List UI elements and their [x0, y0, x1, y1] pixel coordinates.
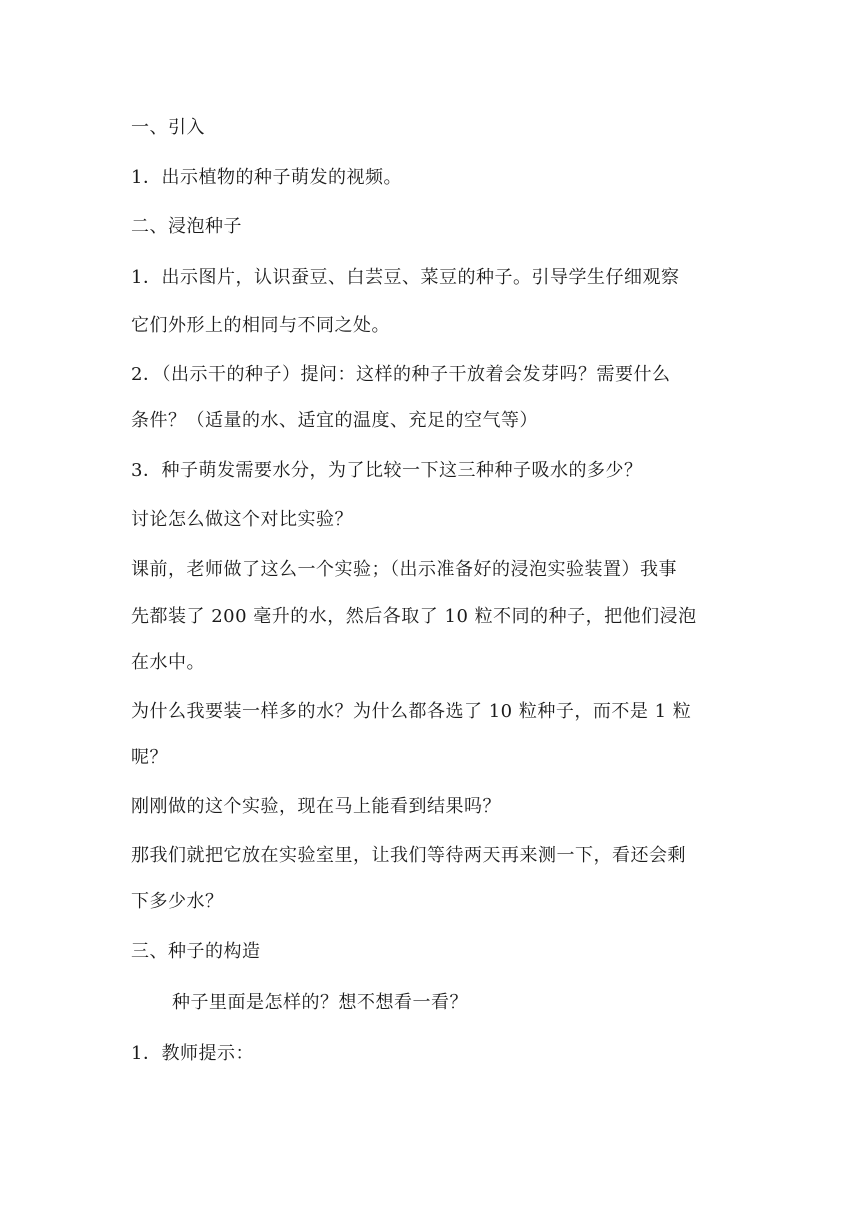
section-heading-intro: 一、引入: [131, 117, 205, 138]
section-heading-seed-structure: 三、种子的构造: [131, 941, 261, 962]
paragraph-line: 讨论怎么做这个对比实验？: [131, 509, 353, 530]
section-heading-soak-seeds: 二、浸泡种子: [131, 216, 242, 237]
paragraph-line: 1．出示图片，认识蚕豆、白芸豆、菜豆的种子。引导学生仔细观察: [131, 267, 680, 288]
paragraph-line: 课前，老师做了这么一个实验；（出示准备好的浸泡实验装置）我事: [131, 559, 677, 580]
paragraph-line: 呢？: [131, 747, 168, 768]
paragraph-line: 下多少水？: [131, 891, 224, 912]
paragraph-line: 1．教师提示：: [131, 1043, 254, 1064]
paragraph-line: 在水中。: [131, 652, 205, 673]
paragraph-line: 那我们就把它放在实验室里，让我们等待两天再来测一下，看还会剩: [131, 845, 686, 866]
paragraph-line: 先都装了 200 毫升的水，然后各取了 10 粒不同的种子，把他们浸泡: [131, 606, 697, 627]
paragraph-line: 条件？（适量的水、适宜的温度、充足的空气等）: [131, 410, 538, 431]
paragraph-line: 它们外形上的相同与不同之处。: [131, 315, 390, 336]
paragraph-line: 2．（出示干的种子）提问：这样的种子干放着会发芽吗？需要什么: [131, 364, 671, 385]
paragraph-line: 种子里面是怎样的？想不想看一看？: [172, 992, 468, 1013]
paragraph-line: 1．出示植物的种子萌发的视频。: [131, 167, 402, 188]
paragraph-line: 3．种子萌发需要水分，为了比较一下这三种种子吸水的多少？: [131, 460, 643, 481]
paragraph-line: 为什么我要装一样多的水？为什么都各选了 10 粒种子，而不是 1 粒: [131, 701, 692, 722]
paragraph-line: 刚刚做的这个实验，现在马上能看到结果吗？: [131, 796, 501, 817]
